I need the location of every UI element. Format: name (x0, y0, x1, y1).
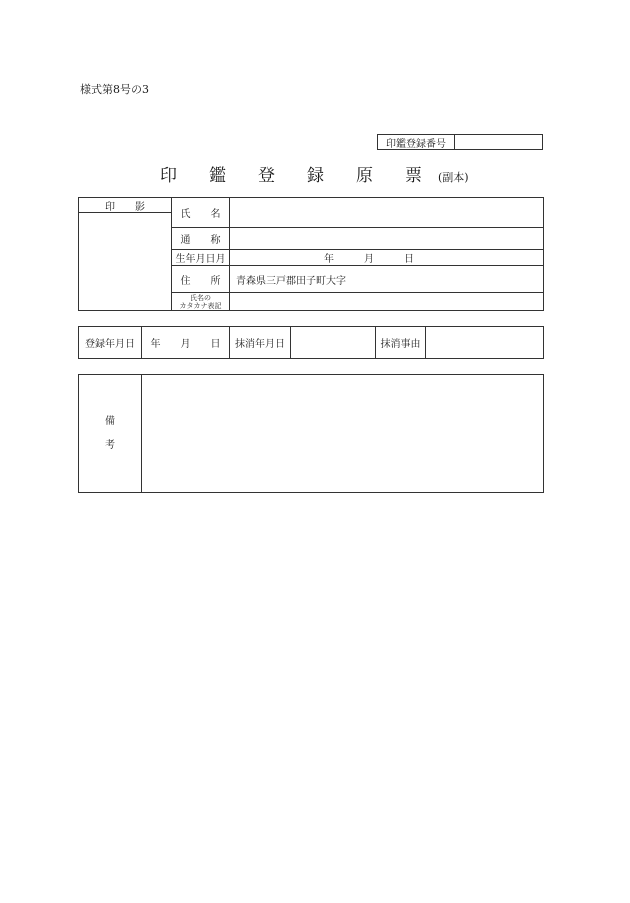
registration-date-label: 登録年月日 (79, 327, 142, 359)
katakana-name-label (172, 293, 230, 311)
katakana-name-label-line2: カタカナ表記 (179, 301, 222, 310)
katakana-name-field[interactable] (230, 293, 544, 311)
deletion-date-label: 抹消年月日 (230, 327, 291, 359)
form-number: 様式第8号の3 (80, 83, 149, 96)
birthdate-field[interactable]: 年 月 日 (230, 250, 544, 266)
name-field[interactable] (230, 198, 544, 228)
seal-impression-label: 印 影 (79, 198, 171, 213)
deletion-reason-label: 抹消事由 (376, 327, 426, 359)
remarks-field[interactable] (142, 375, 544, 493)
title-char: 原 (356, 166, 373, 186)
address-field[interactable]: 青森県三戸郡田子町大字 (230, 266, 544, 293)
katakana-name-label-line1: 氏名の (190, 293, 211, 302)
remarks-label-line2: 考 (105, 439, 115, 451)
address-label: 住 所 (172, 266, 230, 293)
deletion-date-field[interactable] (291, 327, 376, 359)
name-label: 氏 名 (172, 198, 230, 228)
remarks-label-line1: 備 (105, 415, 115, 427)
title-char: 録 (307, 166, 324, 186)
registration-dates-table (78, 326, 544, 359)
registration-number-label: 印鑑登録番号 (378, 135, 455, 149)
title-char: 印 (160, 166, 177, 186)
alias-label: 通 称 (172, 228, 230, 250)
remarks-table (78, 374, 544, 493)
title-char: 登 (258, 166, 275, 186)
page-title (160, 161, 469, 186)
seal-registration-table (78, 197, 544, 311)
registration-date-field[interactable]: 年 月 日 (142, 327, 230, 359)
registration-number-field[interactable] (455, 135, 542, 149)
registration-number-box (377, 134, 543, 150)
title-char: 鑑 (209, 166, 226, 186)
title-subtitle: (副本) (438, 171, 469, 184)
birthdate-label: 生年月日月 (172, 250, 230, 266)
alias-field[interactable] (230, 228, 544, 250)
deletion-reason-field[interactable] (426, 327, 544, 359)
remarks-label (79, 375, 142, 493)
seal-impression-cell (79, 198, 172, 311)
title-char: 票 (405, 166, 422, 186)
